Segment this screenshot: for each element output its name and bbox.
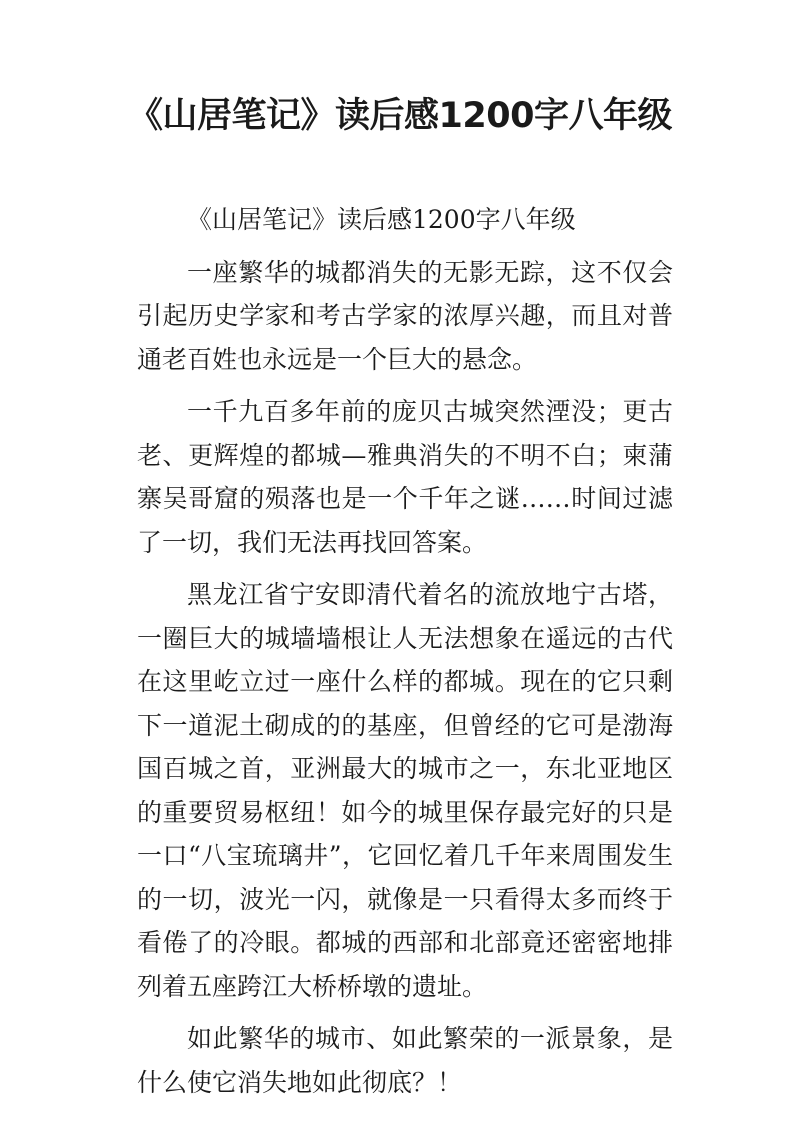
body-paragraph: 黑龙江省宁安即清代着名的流放地宁古塔，一圈巨大的城墙墙根让人无法想象在遥远的古代在这里屹立过一座什么样的都城。现在的它只剩下一道泥土砌成的的基座，但曾经的它可是渤海国百城之首，亚洲最大的城市之一，东北亚地区的重要贸易枢纽！如今的城里保存最完好的只是一口“八宝琉璃井”，它回忆着几千年来周围发生的一切，波光一闪，就像是一只看得太多而终于看倦了的冷眼。都城的西部和北部竟还密密地排列着五座跨江大桥桥墩的遗址。: [137, 580, 673, 1001]
body-paragraph: 一座繁华的城都消失的无影无踪，这不仅会引起历史学家和考古学家的浓厚兴趣，而且对普通老百姓也永远是一个巨大的悬念。: [137, 257, 673, 374]
document-body: [137, 198, 673, 1113]
body-paragraph: 一千九百多年前的庞贝古城突然湮没；更古老、更辉煌的都城—雅典消失的不明不白；柬蒲寨吴哥窟的殒落也是一个千年之谜……时间过滤了一切，我们无法再找回答案。: [137, 397, 673, 557]
body-paragraph: 如此繁华的城市、如此繁荣的一派景象，是什么使它消失地如此彻底？！: [137, 1024, 673, 1097]
document-title: 《山居笔记》读后感1200字八年级: [128, 96, 672, 136]
subtitle-paragraph: 《山居笔记》读后感1200字八年级: [187, 205, 576, 234]
